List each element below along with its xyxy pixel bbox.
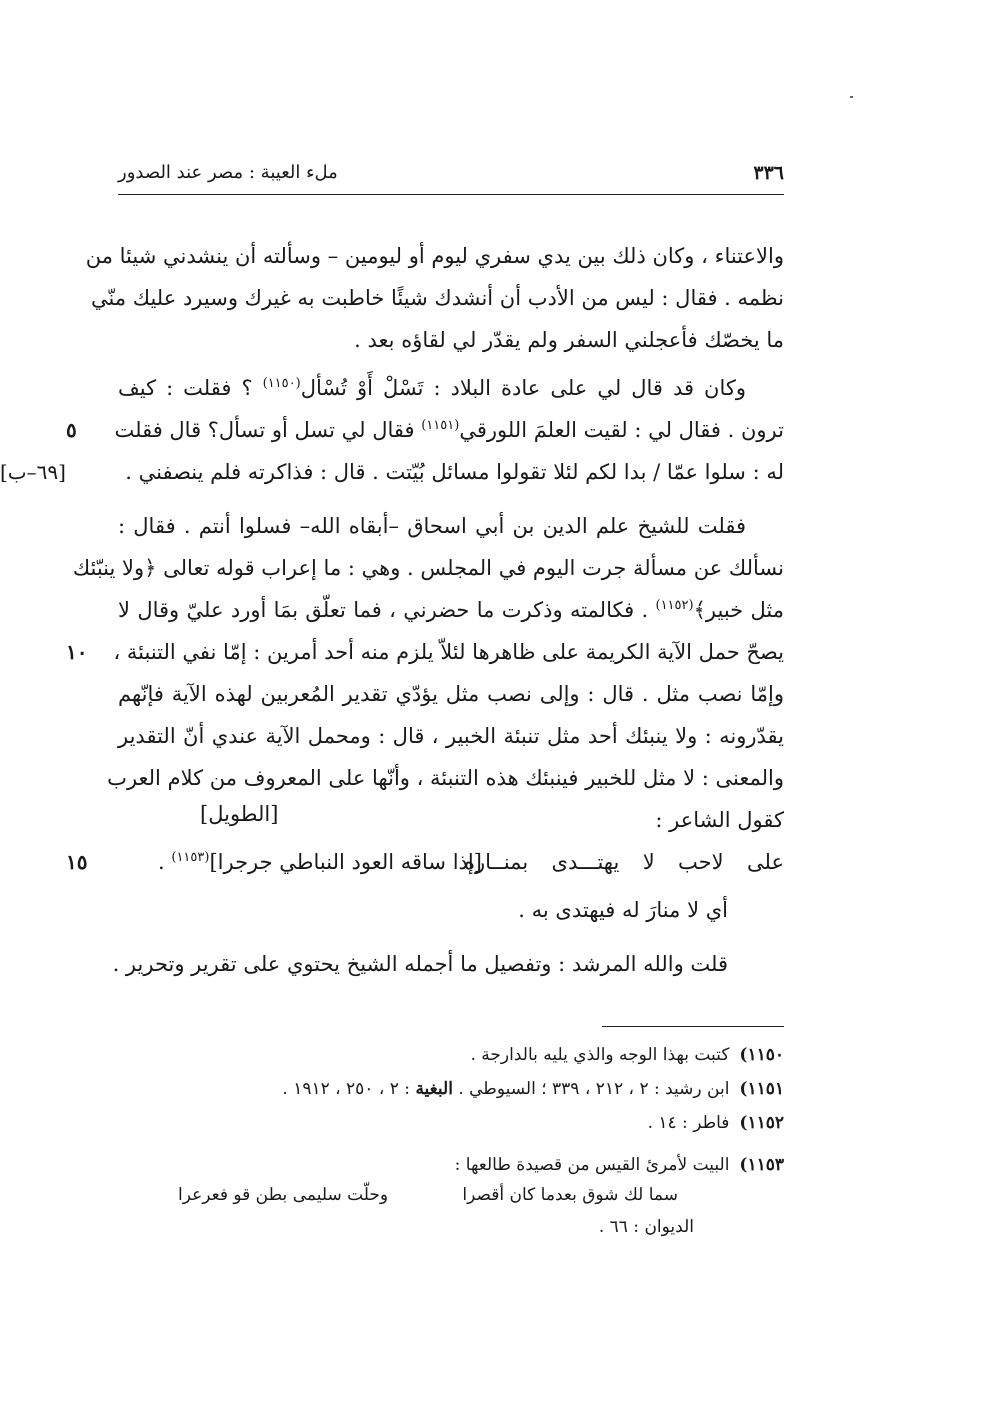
verse-row xyxy=(118,842,784,882)
verse-second-text: [إذا ساقه العود النباطي جرجرا] xyxy=(209,850,482,874)
body-line-6: له : سلوا عمّا / بدا لكم لئلا تقولوا مسائل بُيّتت . قال : فذاكرته فلم ينصفني . xyxy=(125,460,784,484)
meter-label: [الطويل] xyxy=(200,802,279,826)
body-line-4-tail: ؟ فقلت : كيف xyxy=(118,376,263,400)
footnote-text: فاطر : ١٤ . xyxy=(647,1113,730,1133)
footnote-1153 xyxy=(118,1150,784,1180)
body-line-13: والمعنى : لا مثل للخبير فينبئك هذه التنبئة ، وأنّها على المعروف من كلام العرب xyxy=(107,766,784,790)
footnote-text: البيت لأمرئ القيس من قصيدة طالعها : xyxy=(454,1155,730,1175)
body-line-1: والاعتناء ، وكان ذلك بين يدي سفري ليوم أو ليومين – وسألته أن ينشدني شيئا من xyxy=(85,244,784,268)
body-line-9-tail: . فكالمته وذكرت ما حضرني ، فما تعلّق بمَا أورد عليّ وقال لا xyxy=(118,598,656,622)
line-number-10: ١٠ xyxy=(66,640,88,664)
footnote-text: ابن رشيد : ٢ ، ٢١٢ ، ٣٣٩ ؛ السيوطي . xyxy=(458,1079,730,1099)
body-line-5-text: ترون . فقال لي : لقيت العلمَ اللورقي xyxy=(459,418,784,442)
page-number: ٣٣٦ xyxy=(753,162,784,184)
body-line-3: ما يخصّك فأعجلني السفر ولم يقدّر لي لقاؤه بعد . xyxy=(354,328,784,352)
verse-end: . xyxy=(158,850,172,874)
body-line-16: قلت والله المرشد : وتفصيل ما أجمله الشيخ يحتوي على تقرير وتحرير . xyxy=(112,952,728,976)
body-line-7: فقلت للشيخ علم الدين بن أبي اسحاق –أبقاه الله– فسلوا أنتم . فقال : xyxy=(118,514,746,538)
body-line-2: نظمه . فقال : ليس من الأدب أن أنشدك شيئًا خاطبت به غيرك وسيرد عليك منّي xyxy=(91,286,784,310)
footnote-verse-second: وحلّت سليمى بطن قو فعرعرا xyxy=(178,1185,389,1205)
body-line-15: أي لا منارَ له فيهتدى به . xyxy=(518,898,728,922)
footnote-verse-first: سما لك شوق بعدما كان أقصرا xyxy=(462,1185,678,1205)
body-line-5-tail: فقال لي تسل أو تسأل؟ قال فقلت xyxy=(114,418,422,442)
body-line-12: يقدّرونه : ولا ينبئك أحد مثل تنبئة الخبير ، قال : ومحمل الآية عندي أنّ التقدير xyxy=(118,724,784,748)
body-line-9 xyxy=(118,590,784,630)
line-number-5: ٥ xyxy=(66,418,77,442)
footnote-number: ١١٥٠) xyxy=(739,1045,784,1065)
footnote-number: ١١٥١) xyxy=(739,1079,784,1099)
line-number-15: ١٥ xyxy=(66,850,88,874)
header-rule xyxy=(118,194,784,195)
footnote-1150 xyxy=(118,1040,784,1070)
margin-folio-ref: [٦٩–ب] xyxy=(0,460,66,484)
footnote-rule xyxy=(602,1026,784,1027)
footnote-1151 xyxy=(118,1074,784,1104)
footnote-verse xyxy=(118,1180,678,1210)
footnote-text: كتبت بهذا الوجه والذي يليه بالدارجة . xyxy=(470,1045,730,1065)
body-line-11: وإمّا نصب مثل . قال : وإلى نصب مثل يؤدّي تقدير المُعربين لهذه الآية فإنّهم xyxy=(118,682,784,706)
footnote-marker-1153: (١١٥٣) xyxy=(171,850,210,865)
footnote-number: ١١٥٢) xyxy=(739,1113,784,1133)
body-line-10: يصحّ حمل الآية الكريمة على ظاهرها لئلاّ يلزم منه أحد أمرين : إمّا نفي التنبئة ، xyxy=(113,640,784,664)
body-line-8: نسألك عن مسألة جرت اليوم في المجلس . وهي : ما إعراب قوله تعالى ﴿ولا ينبّئك xyxy=(72,556,784,580)
footnote-number: ١١٥٣) xyxy=(739,1155,784,1175)
body-line-9-text: مثل خبير﴾ xyxy=(693,598,784,622)
verse-second-hemistich xyxy=(158,842,482,882)
body-line-5 xyxy=(114,410,784,450)
body-line-4-text: وكان قد قال لي على عادة البلاد : تَسْلْ أَوْ تُسْأل xyxy=(300,376,746,400)
footnote-marker-1151: (١١٥١) xyxy=(421,418,460,433)
body-line-4 xyxy=(118,368,784,408)
body-line-14: كقول الشاعر : xyxy=(655,808,784,832)
running-title: ملء العيبة : مصر عند الصدور xyxy=(118,162,338,183)
footnote-marker-1150: (١١٥٠) xyxy=(262,376,301,391)
verse-first-hemistich: على لاحب لا يهتـــدى بمنــاره xyxy=(464,850,784,874)
scan-speck xyxy=(850,96,853,98)
footnote-marker-1152: (١١٥٢) xyxy=(655,598,694,613)
footnote-diwan-ref: الديوان : ٦٦ . xyxy=(598,1217,694,1237)
footnote-text-after: : ٢ ، ٢٥٠ ، ١٩١٢ . xyxy=(282,1079,416,1099)
running-header xyxy=(118,158,784,192)
footnote-1152 xyxy=(118,1108,784,1138)
footnote-source-title: البغية xyxy=(415,1079,453,1099)
